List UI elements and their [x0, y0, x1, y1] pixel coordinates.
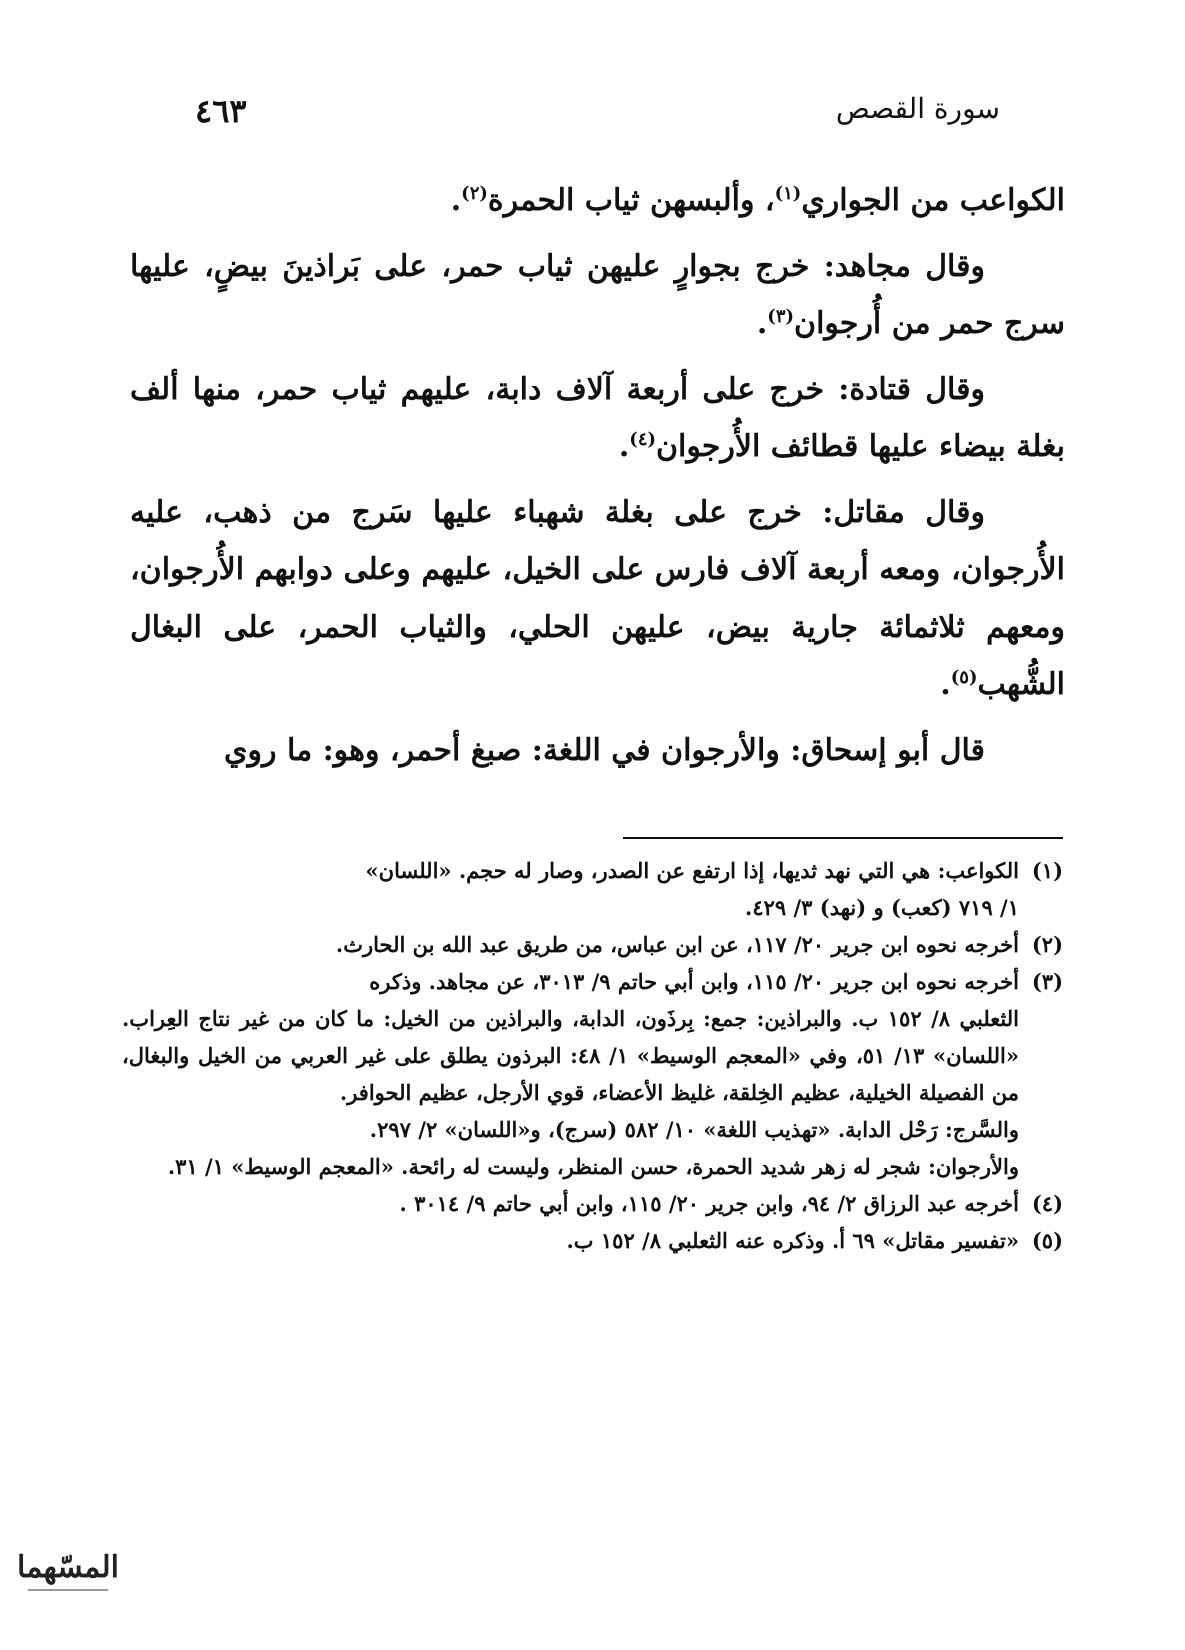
footnote-ref-4: (٤): [629, 429, 657, 450]
paragraph-1-end: .: [450, 183, 462, 218]
footnote-4-number: (٤): [1031, 1191, 1063, 1216]
footnote-3-sarj: والسَّرج: رَحْل الدابة. «تهذيب اللغة» ١٠/ ٥٨٢ (سرج)، و«اللسان» ٢/ ٢٩٧.: [369, 1117, 1019, 1142]
footnote-ref-5: (٥): [950, 667, 978, 688]
footnotes: [122, 852, 1063, 1259]
footnote-1-continuation: ١/ ٧١٩ (كعب) و (نهد) ٣/ ٤٢٩.: [745, 895, 1019, 920]
footnote-5: [122, 1222, 1063, 1259]
page-header: [195, 92, 1000, 142]
paragraph-2-end: .: [756, 306, 768, 341]
paragraph-1-text-b: ، وألبسهن ثياب الحمرة: [487, 183, 775, 218]
footnote-1-number: (١): [1031, 858, 1063, 883]
footnote-3: [122, 963, 1063, 1000]
footnote-ref-3: (٣): [767, 306, 795, 327]
footnote-3-number: (٣): [1031, 969, 1063, 994]
footnote-2-number: (٢): [1031, 932, 1063, 957]
footnote-4-text: أخرجه عبد الرزاق ٢/ ٩٤، وابن جرير ٢٠/ ١١٥، وابن أبي حاتم ٩/ ٣٠١٤ .: [399, 1191, 1019, 1216]
paragraph-4-text: وقال مقاتل: خرج على بغلة شهباء عليها سَرج من ذهب، عليه الأُرجوان، ومعه أربعة آلاف فارس على الخيل، عليهم وعلى دوابهم الأُرجوان، ومعهم ثلاثمائة جارية بيض، عليهن الحلي، والثياب الحمر، على البغال الشُّهب: [130, 494, 1065, 702]
footnote-1: [122, 852, 1063, 889]
watermark-text: المسّهما: [17, 1550, 119, 1585]
paragraph-1: [130, 172, 1065, 230]
paragraph-1-text: الكواعب من الجواري: [801, 183, 1065, 218]
paragraph-2: [130, 238, 1065, 353]
calligraphy-watermark-logo: [8, 1535, 128, 1605]
paragraph-4-end: .: [940, 667, 951, 702]
footnote-3-text: أخرجه نحوه ابن جرير ٢٠/ ١١٥، وابن أبي حاتم ٩/ ٣٠١٣، عن مجاهد. وذكره: [369, 969, 1019, 994]
footnote-ref-1: (١): [774, 183, 802, 204]
main-text: [130, 172, 1065, 787]
paragraph-3-end: .: [618, 429, 630, 464]
footnote-ref-2: (٢): [461, 183, 488, 204]
page-number: ٤٦٣: [195, 92, 247, 130]
surah-title: سورة القصص: [835, 92, 1000, 125]
paragraph-3: [130, 361, 1065, 476]
paragraph-2-text: وقال مجاهد: خرج بجوارٍ عليهن ثياب حمر، على بَراذينَ بيضٍ، عليها سرج حمر من أُرجوان: [130, 248, 1065, 341]
footnote-5-number: (٥): [1031, 1228, 1063, 1253]
footnote-5-text: «تفسير مقاتل» ٦٩ أ. وذكره عنه الثعلبي ٨/ ١٥٢ ب.: [566, 1228, 1019, 1253]
paragraph-3-text: وقال قتادة: خرج على أربعة آلاف دابة، عليهم ثياب حمر، منها ألف بغلة بيضاء عليها قطائف الأُرجوان: [130, 371, 1065, 464]
paragraph-4: [130, 484, 1065, 714]
footnote-3-continuation: الثعلبي ٨/ ١٥٢ ب. والبراذين: جمع: بِرذَون، الدابة، والبراذين من الخيل: ما كان من غير نتاج العِراب. «اللسان» ١٣/ ٥١، وفي «المعجم الوسيط» ١/ ٤٨: البرذون يطلق على غير العربي من الخيل والبغال، من الفصيلة الخيلية، عظيم الخِلقة، غليظ الأعضاء، قوي الأرجل، عظيم الحوافر.: [122, 1006, 1019, 1105]
footnote-1-text: الكواعب: هي التي نهد ثديها، إذا ارتفع عن الصدر، وصار له حجم. «اللسان»: [365, 858, 1019, 883]
paragraph-5: قال أبو إسحاق: والأرجوان في اللغة: صبغ أحمر، وهو: ما روي: [224, 732, 985, 768]
footnote-4: [122, 1185, 1063, 1222]
footnote-2-text: أخرجه نحوه ابن جرير ٢٠/ ١١٧، عن ابن عباس، من طريق عبد الله بن الحارث.: [335, 932, 1019, 957]
footnote-3-urjuwan: والأرجوان: شجر له زهر شديد الحمرة، حسن المنظر، وليست له رائحة. «المعجم الوسيط» ١/ ٣١.: [167, 1154, 1019, 1179]
footnote-separator: [623, 837, 1063, 839]
footnote-2: [122, 926, 1063, 963]
